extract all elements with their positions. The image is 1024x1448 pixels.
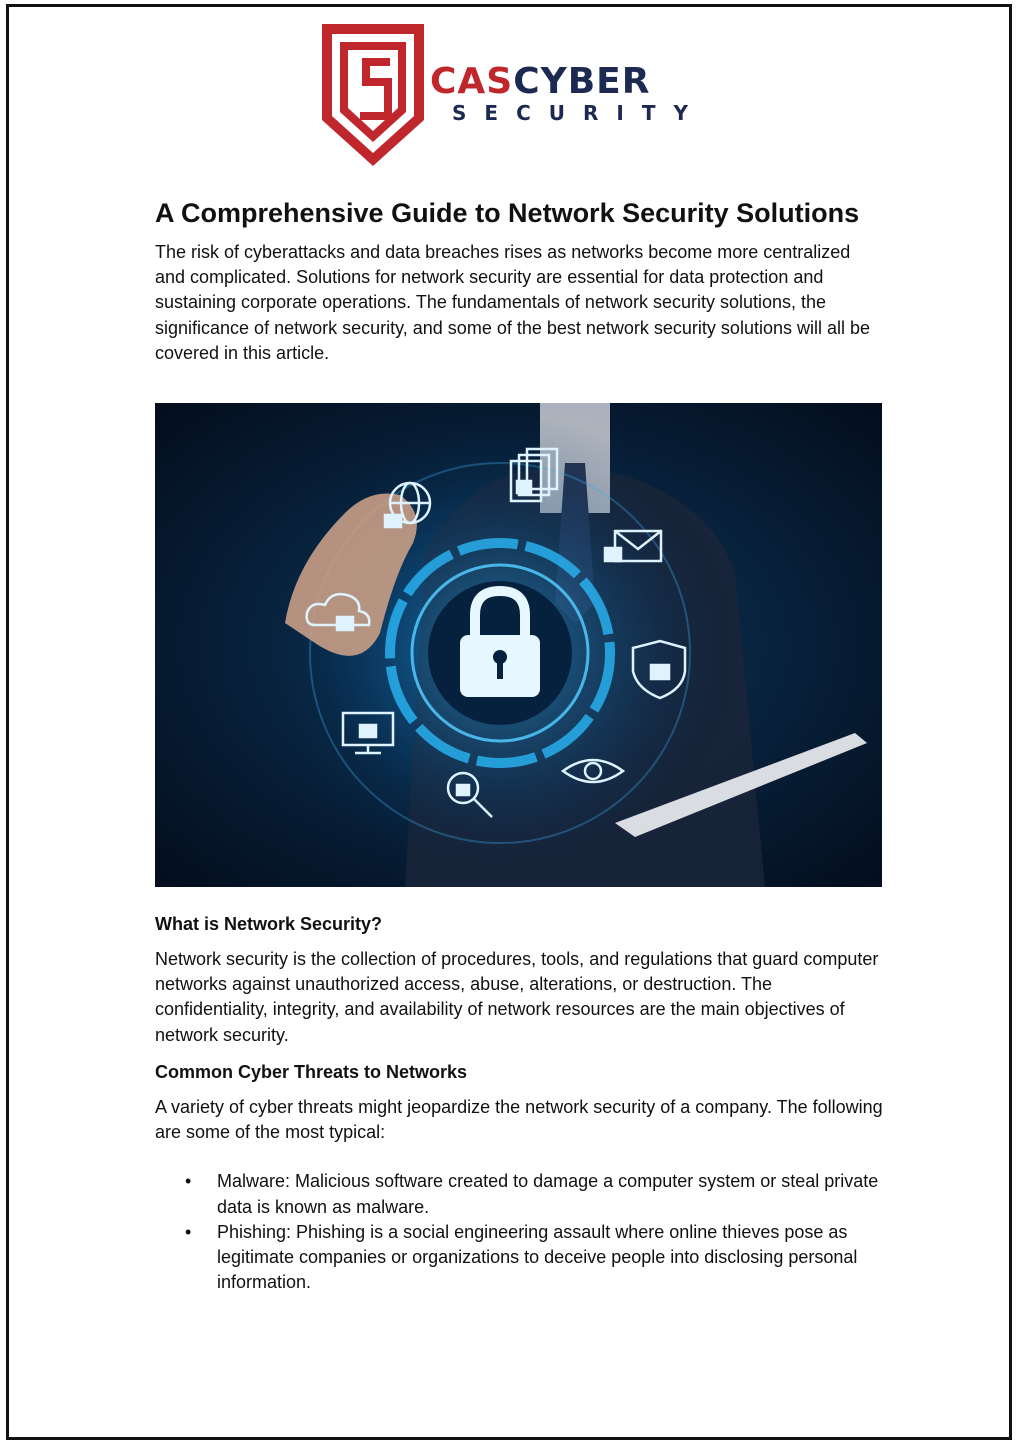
logo-brand-red: CAS	[430, 61, 514, 102]
list-item-text: Malware: Malicious software created to damage a computer system or steal private data is known as malware.	[217, 1171, 879, 1217]
bullet-icon: •	[185, 1221, 192, 1242]
logo-tagline: SECURITY	[452, 101, 706, 125]
section-body: A variety of cyber threats might jeopardize the network security of a company. The following are some of the most typical:	[155, 1097, 883, 1143]
section-heading: Common Cyber Threats to Networks	[155, 1062, 468, 1082]
article-intro: The risk of cyberattacks and data breaches rises as networks become more centralized and complicated. Solutions for network security are essential for data protection and sustaining corporate operations. The fundamentals of network security solutions, the significance of network security, and some of the best network security solutions will all be covered in this article.	[155, 242, 870, 363]
list-item	[155, 1169, 885, 1219]
logo-wordmark	[430, 61, 651, 102]
section-body: Network security is the collection of procedures, tools, and regulations that guard computer networks against unauthorized access, abuse, alterations, or destruction. The confidentiality, integrity, and availability of network resources are the main objectives of network security.	[155, 949, 879, 1045]
list-item	[155, 1220, 885, 1296]
threat-list	[155, 1169, 885, 1295]
section-heading: What is Network Security?	[155, 914, 383, 934]
section-what-is-network-security	[155, 912, 885, 1048]
article-header	[155, 196, 885, 366]
hero-image	[155, 403, 882, 887]
list-item-text: Phishing: Phishing is a social engineering assault where online thieves pose as legitimate companies or organizations to deceive people into disclosing personal information.	[217, 1221, 858, 1293]
shield-logo-icon	[318, 20, 428, 170]
article-title: A Comprehensive Guide to Network Security Solutions	[155, 198, 860, 228]
cas-cyber-security-logo	[318, 20, 708, 170]
section-common-cyber-threats	[155, 1060, 885, 1295]
logo-brand-navy: CYBER	[513, 61, 651, 102]
bullet-icon: •	[185, 1171, 192, 1192]
